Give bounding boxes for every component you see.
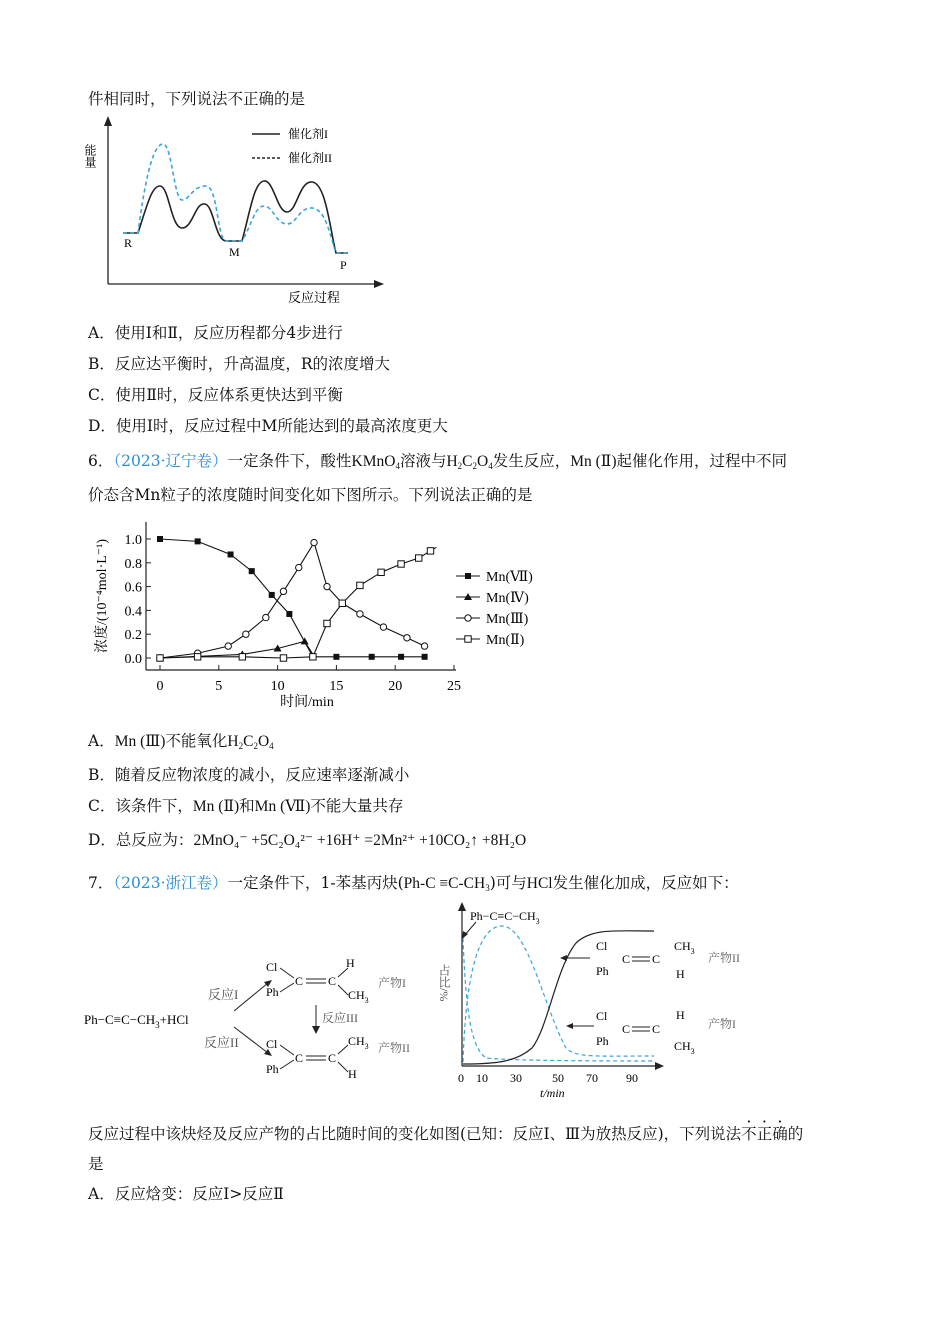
plot-p1-h: H bbox=[676, 1008, 685, 1022]
hcl-formula: HCl bbox=[526, 875, 553, 892]
p2-ch3: $CH_3$ bbox=[348, 1034, 369, 1051]
data-point bbox=[243, 631, 249, 637]
data-point bbox=[422, 654, 428, 660]
plot-p2-ch3: $CH_3$ bbox=[674, 939, 695, 956]
plot-p1-label: 产物I bbox=[708, 1017, 736, 1031]
y-tick-label: 0.6 bbox=[124, 580, 142, 596]
q6-source: （2023·辽宁卷） bbox=[113, 452, 228, 470]
series-2 bbox=[157, 539, 428, 661]
reaction-1-label: 反应I bbox=[208, 987, 239, 1002]
fig1-ylabel: 能量 bbox=[83, 144, 97, 168]
q6-option-D: D．总反应为：2MnO₄⁻ +5C₂O₄²⁻ +16H⁺ =2Mn²⁺ +10CO₂↑ +8H₂O bbox=[88, 831, 527, 849]
data-point bbox=[398, 561, 404, 567]
plot-xlabel: t/min bbox=[540, 1086, 565, 1100]
plot-p2-ph: Ph bbox=[596, 964, 609, 978]
data-point bbox=[225, 643, 231, 649]
p2-cl: Cl bbox=[266, 1037, 278, 1051]
plot-ylabel: 占比/% bbox=[437, 964, 451, 1002]
q7-stem-line2: 反应过程中该炔烃及反应产物的占比随时间的变化如图(已知：反应I、Ⅲ为放热反应)，下列说法不正确的 bbox=[88, 1125, 804, 1143]
data-point bbox=[249, 568, 255, 574]
q6-text-b: 溶液与 bbox=[399, 452, 447, 470]
x-tick-50: 50 bbox=[552, 1071, 564, 1085]
q6-text-d: 起催化作用，过程中不同 bbox=[616, 452, 788, 470]
plot-p2-c2: C bbox=[652, 952, 661, 966]
plot-x-ticks bbox=[458, 1071, 638, 1085]
total-equation: 2MnO₄⁻ +5C₂O₄²⁻ +16H⁺ =2Mn²⁺ +10CO₂↑ +8H₂O bbox=[193, 832, 527, 849]
legend-catalyst-2: 催化剂II bbox=[288, 151, 332, 165]
data-point bbox=[311, 539, 317, 545]
plot-p1-ch3: $CH_3$ bbox=[674, 1039, 695, 1056]
phenylpropyne-formula: $Ph-C \equiv C-CH_3$ bbox=[403, 875, 490, 893]
data-point bbox=[324, 583, 330, 589]
data-point bbox=[195, 538, 201, 544]
x-tick-label: 10 bbox=[270, 679, 285, 694]
legend-marker bbox=[465, 636, 471, 642]
data-point bbox=[369, 654, 375, 660]
mn-ii-label: Mn (Ⅱ) bbox=[570, 453, 617, 470]
mn-vii-label-c: Mn (Ⅶ) bbox=[254, 798, 311, 815]
plot-p2-h: H bbox=[676, 967, 685, 981]
reaction-3-label: 反应III bbox=[322, 1011, 358, 1025]
catalyst-1-curve bbox=[123, 181, 348, 253]
y-tick-label: 0.0 bbox=[124, 652, 142, 667]
q6-stem bbox=[88, 450, 787, 477]
product-1-curve bbox=[463, 926, 654, 1062]
data-point bbox=[286, 611, 292, 617]
p1-ch3: $CH_3$ bbox=[348, 988, 369, 1005]
p1-h: H bbox=[346, 956, 355, 970]
point-R: R bbox=[124, 236, 133, 250]
x-tick-label: 20 bbox=[388, 679, 403, 694]
product-2-label: 产物II bbox=[378, 1041, 410, 1055]
x-tick-10: 10 bbox=[476, 1071, 488, 1085]
mn-iii-label: Mn (Ⅲ) bbox=[114, 733, 166, 750]
data-point bbox=[404, 635, 410, 641]
legend-marker bbox=[465, 573, 471, 579]
legend-marker bbox=[465, 615, 471, 621]
data-point bbox=[339, 600, 345, 606]
chart-xlabel: 时间/min bbox=[280, 695, 334, 710]
option-A: A．使用Ⅰ和Ⅱ，反应历程都分4步进行 bbox=[88, 324, 343, 342]
option-C: C．使用Ⅱ时，反应体系更快达到平衡 bbox=[88, 386, 343, 404]
data-point bbox=[324, 620, 330, 626]
x-tick-0: 0 bbox=[458, 1071, 464, 1085]
p1-ph: Ph bbox=[266, 985, 279, 999]
legend-label: Mn(Ⅶ) bbox=[486, 570, 533, 585]
p1-cl: Cl bbox=[266, 960, 278, 974]
plot-p2-c1: C bbox=[622, 952, 631, 966]
reaction-2-label: 反应II bbox=[204, 1035, 239, 1050]
q6-text-a: 一定条件下，酸性 bbox=[227, 452, 352, 470]
data-point bbox=[310, 654, 316, 660]
q6-option-B: B．随着反应物浓度的减小，反应速率逐渐减小 bbox=[88, 766, 410, 784]
y-tick-label: 0.4 bbox=[124, 604, 142, 620]
data-point bbox=[378, 569, 384, 575]
data-point bbox=[333, 654, 339, 660]
data-point bbox=[398, 654, 404, 660]
series-line bbox=[160, 543, 425, 658]
data-point bbox=[269, 592, 275, 598]
kmno4-formula: KMnO$_4$ bbox=[351, 453, 400, 471]
p2-h: H bbox=[348, 1067, 357, 1081]
data-point bbox=[296, 564, 302, 570]
product-2-curve bbox=[463, 931, 654, 1064]
legend-label: Mn(Ⅱ) bbox=[486, 633, 525, 648]
question-stem-tail: 件相同时，下列说法不正确的是 bbox=[88, 90, 306, 108]
plot-p1-c1: C bbox=[622, 1022, 631, 1036]
data-point bbox=[280, 655, 286, 661]
x-tick-label: 5 bbox=[215, 679, 223, 694]
data-point bbox=[380, 624, 386, 630]
data-point bbox=[194, 654, 200, 660]
q6-text-c: 发生反应， bbox=[492, 452, 571, 470]
p2-ph: Ph bbox=[266, 1062, 279, 1076]
p1-c2: C bbox=[328, 974, 337, 988]
x-tick-label: 25 bbox=[447, 679, 461, 694]
reactant-label: $Ph-C\equiv C-CH_3+HCl$ bbox=[84, 1012, 189, 1030]
q7-source: （2023·浙江卷） bbox=[113, 874, 228, 892]
point-P: P bbox=[340, 258, 347, 272]
data-point bbox=[239, 654, 245, 660]
q7-stem-line3: 是 bbox=[88, 1155, 104, 1173]
option-D: D．使用Ⅰ时，反应过程中M所能达到的最高浓度更大 bbox=[88, 417, 448, 435]
series-0 bbox=[157, 536, 428, 660]
q7-stem: 7．（2023·浙江卷）一定条件下，1-苯基丙炔$(Ph-C \equiv C-CH_3)$可与HCl发生催化加成，反应如下： bbox=[88, 874, 739, 893]
point-M: M bbox=[229, 245, 240, 259]
plot-p2-label: 产物II bbox=[708, 951, 740, 965]
option-B: B．反应达平衡时，升高温度，R的浓度增大 bbox=[88, 355, 391, 373]
plot-p1-ph: Ph bbox=[596, 1034, 609, 1048]
data-point bbox=[427, 548, 433, 554]
data-point bbox=[357, 582, 363, 588]
data-point bbox=[416, 555, 422, 561]
plot-p2-cl: Cl bbox=[596, 939, 608, 953]
p2-c1: C bbox=[295, 1051, 304, 1065]
h2c2o4-formula: $H_2C_2O_4$ bbox=[446, 453, 493, 471]
q6-stem-line2: 价态含Mn粒子的浓度随时间变化如下图所示。下列说法正确的是 bbox=[88, 486, 533, 504]
product-1-label: 产物I bbox=[378, 976, 406, 990]
q6-option-A: A．Mn (Ⅲ)不能氧化$H_2C_2O_4$ bbox=[88, 732, 274, 751]
q6-number: 6． bbox=[88, 452, 114, 470]
legend-label: Mn(Ⅲ) bbox=[486, 612, 529, 627]
energy-profile-figure bbox=[83, 112, 390, 312]
legend-catalyst-1: 催化剂I bbox=[288, 127, 328, 141]
q7-option-A: A．反应焓变：反应I>反应Ⅱ bbox=[88, 1185, 284, 1203]
plot-p1-cl: Cl bbox=[596, 1009, 608, 1023]
data-point bbox=[157, 655, 163, 661]
series-line bbox=[160, 539, 425, 657]
x-tick-30: 30 bbox=[510, 1071, 522, 1085]
emphasis-not-correct: 不正确 bbox=[741, 1125, 788, 1143]
plot-alkyne-label: $Ph-C\equiv C-CH_3$ bbox=[470, 909, 540, 926]
x-tick-label: 15 bbox=[329, 679, 344, 694]
data-point bbox=[263, 614, 269, 620]
data-point bbox=[157, 536, 163, 542]
y-tick-label: 0.2 bbox=[124, 628, 142, 644]
p2-c2: C bbox=[328, 1051, 337, 1065]
mn-ii-label-c: Mn (Ⅱ) bbox=[192, 798, 240, 815]
data-point bbox=[421, 643, 427, 649]
x-tick-label: 0 bbox=[156, 679, 164, 694]
fig1-xlabel: 反应过程 bbox=[288, 290, 341, 305]
data-point bbox=[357, 611, 363, 617]
q6-option-C: C．该条件下，Mn (Ⅱ)和Mn (Ⅶ)不能大量共存 bbox=[88, 797, 404, 815]
x-tick-70: 70 bbox=[586, 1071, 598, 1085]
h2c2o4-formula-a: $H_2C_2O_4$ bbox=[227, 733, 274, 751]
proportion-time-plot bbox=[436, 898, 776, 1102]
reaction-scheme bbox=[84, 935, 434, 1085]
data-point bbox=[280, 588, 286, 594]
data-point bbox=[228, 551, 234, 557]
y-tick-label: 1.0 bbox=[124, 533, 142, 548]
x-tick-90: 90 bbox=[626, 1071, 638, 1085]
y-tick-label: 0.8 bbox=[124, 556, 142, 572]
mn-concentration-chart bbox=[86, 510, 556, 720]
series-3 bbox=[157, 547, 437, 661]
plot-p1-c2: C bbox=[652, 1022, 661, 1036]
chart-ylabel: 浓度/(10⁻⁴mol·L⁻¹) bbox=[95, 538, 110, 654]
legend-label: Mn(Ⅳ) bbox=[486, 591, 529, 606]
p1-c1: C bbox=[295, 974, 304, 988]
data-point bbox=[301, 637, 309, 644]
